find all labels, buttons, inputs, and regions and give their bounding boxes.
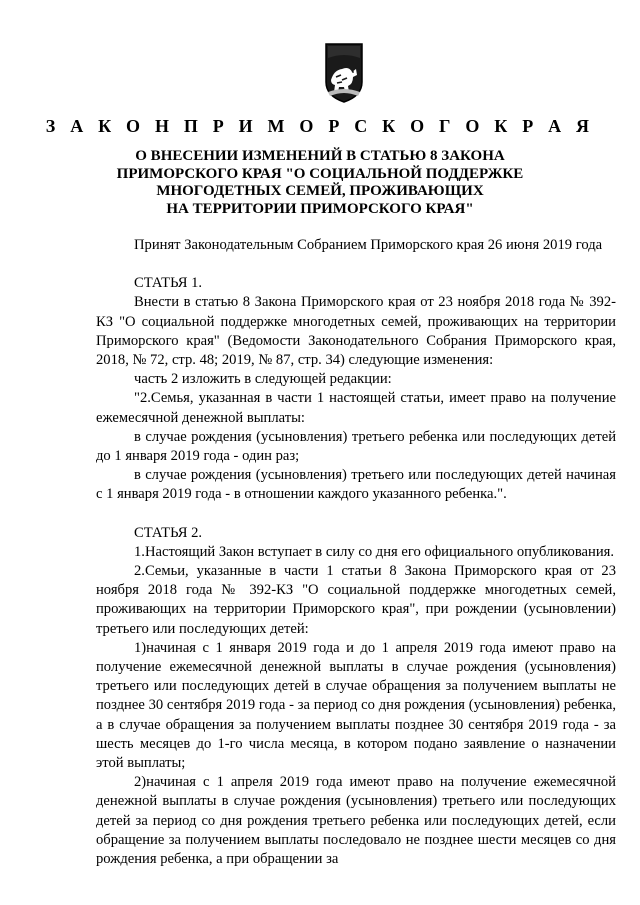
article-1-paragraph: часть 2 изложить в следующей редакции: xyxy=(134,371,392,388)
adoption-note: Принят Законодательным Собранием Приморского края 26 июня 2019 года xyxy=(134,237,603,253)
subtitle-line: ПРИМОРСКОГО КРАЯ "О СОЦИАЛЬНОЙ ПОДДЕРЖКЕ xyxy=(116,165,524,182)
article-1-paragraph: в случае рождения (усыновления) третьего ребенка или последующих детей до 1 января 2019 года - один раз; xyxy=(96,428,616,465)
article-1-paragraph: "2.Семья, указанная в части 1 настоящей статьи, имеет право на получение ежемесячной денежной выплаты: xyxy=(96,390,616,426)
law-body xyxy=(96,236,616,869)
subtitle-line: О ВНЕСЕНИИ ИЗМЕНЕНИЙ В СТАТЬЮ 8 ЗАКОНА xyxy=(135,148,505,164)
article-2-heading: СТАТЬЯ 2. xyxy=(134,524,203,541)
article-1-heading: СТАТЬЯ 1. xyxy=(134,275,203,292)
law-title: З А К О Н П Р И М О Р С К О Г О К Р А Я xyxy=(45,116,595,136)
subtitle-line: МНОГОДЕТНЫХ СЕМЕЙ, ПРОЖИВАЮЩИХ xyxy=(156,183,484,199)
coat-of-arms-emblem xyxy=(322,42,366,104)
article-2-paragraph: 2.Семьи, указанные в части 1 статьи 8 Закона Приморского края от 23 ноября 2018 года № 392-КЗ "О социальной поддержке многодетных семей, проживающих на территории Приморского края", при рождении (усыновлении) третьего или последующих детей: xyxy=(96,563,616,637)
subtitle-line: НА ТЕРРИТОРИИ ПРИМОРСКОГО КРАЯ" xyxy=(166,200,474,217)
article-1-paragraph: в случае рождения (усыновления) третьего или последующих детей начиная с 1 января 2019 года - в отношении каждого указанного ребенка.". xyxy=(96,467,616,503)
article-2-paragraph: 1)начиная с 1 января 2019 года и до 1 апреля 2019 года имеют право на получение ежемесячной денежной выплаты в случае рождения (усыновления) третьего или последующих детей в случае обращения за получением выплаты не позднее 30 сентября 2019 года - за период со дня рождения (усыновления) ребенка, а в случае обращения за получением выплаты позднее 30 сентября 2019 года - за шесть месяцев до 1-го числа месяца, в котором подано заявление о назначении этой выплаты; xyxy=(96,639,616,772)
article-2-paragraph: 1.Настоящий Закон вступает в силу со дня его официального опубликования. xyxy=(134,543,614,560)
article-1-paragraph: Внести в статью 8 Закона Приморского края от 23 ноября 2018 года № 392-КЗ "О социальной поддержке многодетных семей, проживающих на территории Приморского края" (Ведомости Законодательного Собрания Приморского края, 2018, № 72, стр. 48; 2019, № 87, стр. 34) следующие изменения: xyxy=(96,294,616,369)
article-2-paragraph: 2)начиная с 1 апреля 2019 года имеют право на получение ежемесячной денежной выплаты в случае рождения (усыновления) третьего или последующих детей за период со дня рождения третьего ребенка или последующих детей, если обращение за получением выплаты последовало не позднее шести месяцев со дня рождения ребенка, а при обращении за xyxy=(96,774,616,868)
law-subtitle xyxy=(80,148,560,218)
